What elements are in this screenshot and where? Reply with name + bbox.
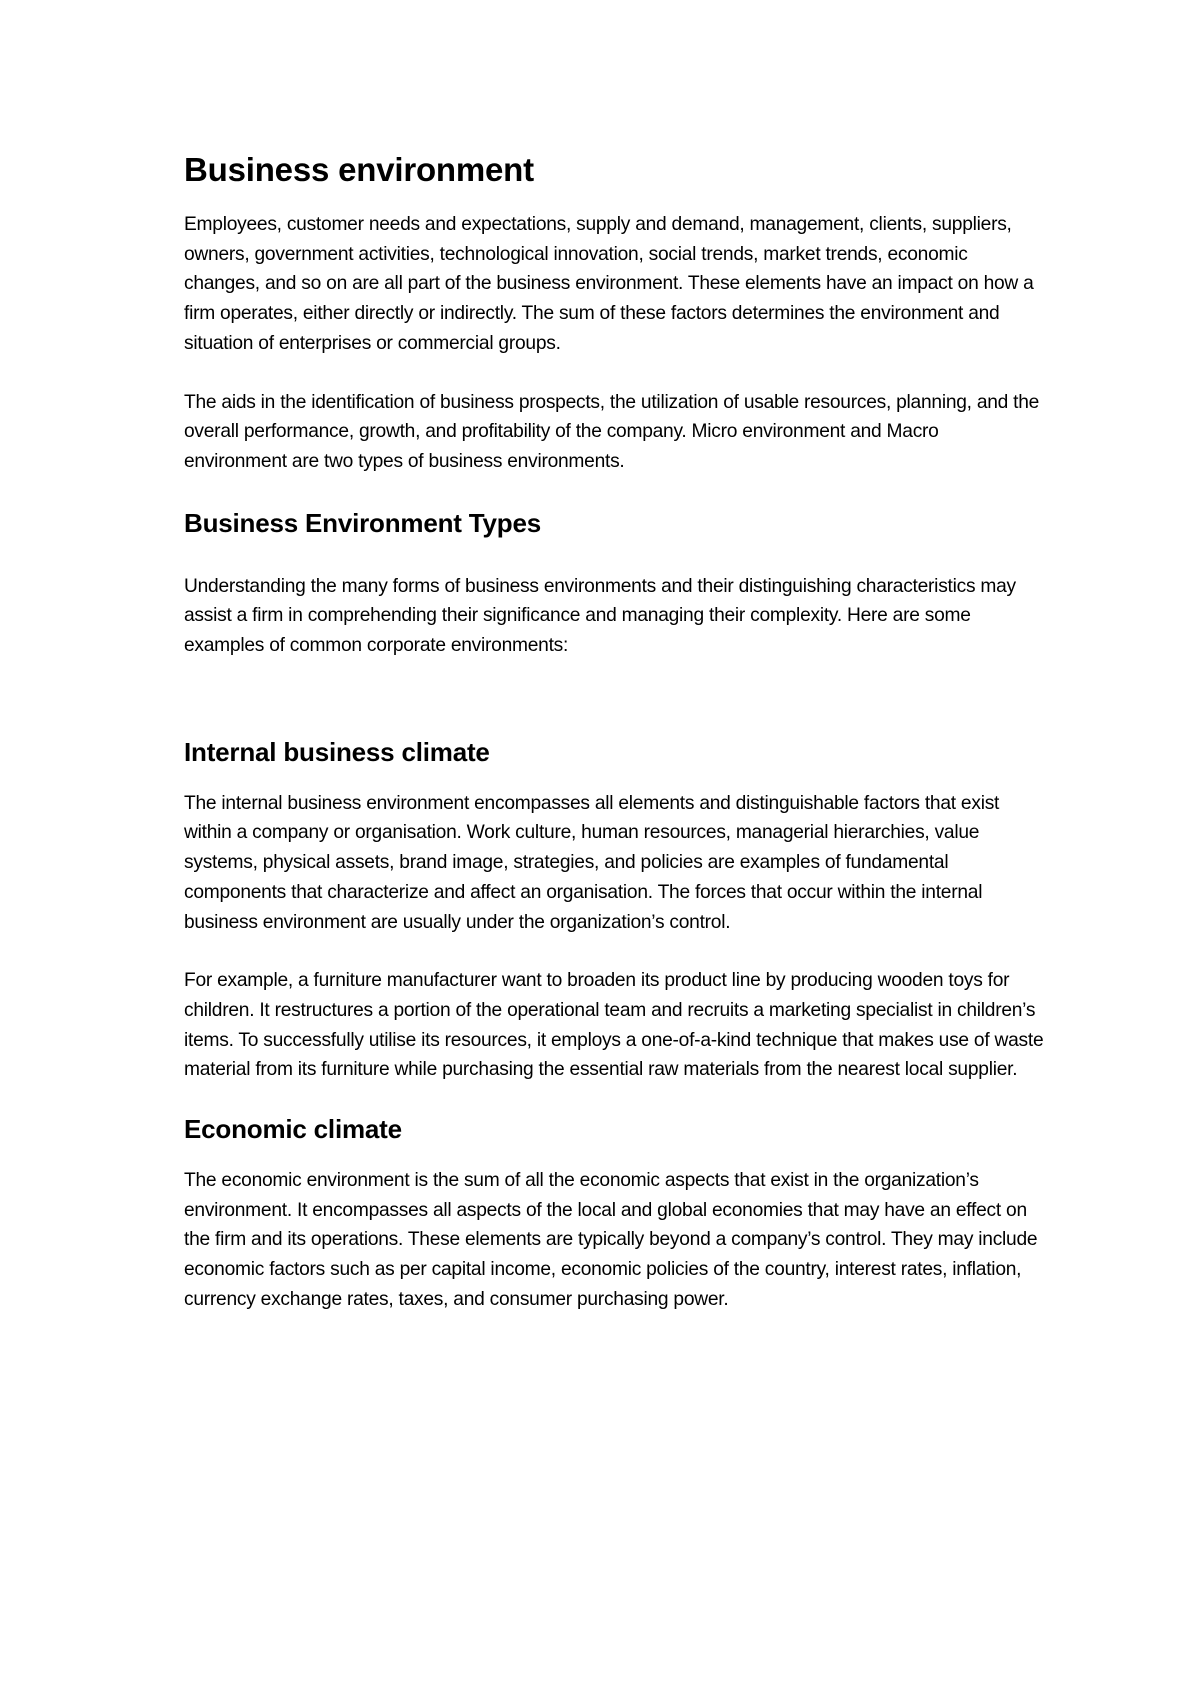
economic-paragraph-1: The economic environment is the sum of all the economic aspects that exist in the organization’s environment. It encompasses all aspects of the local and global economies that may have an effect on the firm and its operations. These elements are typically beyond a company’s control. They may include economic factors such as per capital income, economic policies of the country, interest rates, inflation, currency exchange rates, taxes, and consumer purchasing power.: [184, 1170, 1038, 1310]
section-heading-types: Business Environment Types: [184, 507, 541, 538]
intro-paragraph-2: The aids in the identification of business prospects, the utilization of usable resources, planning, and the overall performance, growth, and profitability of the company. Micro environment and Macro environment are two types of business environments.: [184, 391, 1040, 472]
internal-paragraph-1: The internal business environment encompasses all elements and distinguishable factors that exist within a company or organisation. Work culture, human resources, managerial hierarchies, value systems, physical assets, brand image, strategies, and policies are examples of fundamental components that characterize and affect an organisation. The forces that occur within the internal business environment are usually under the organization’s control.: [184, 792, 1000, 933]
internal-paragraph-2: For example, a furniture manufacturer want to broaden its product line by producing wooden toys for children. It restructures a portion of the operational team and recruits a marketing specialist in children’s items. To successfully utilise its resources, it employs a one-of-a-kind technique that makes use of waste material from its furniture while purchasing the essential raw materials from the nearest local supplier.: [184, 970, 1044, 1081]
types-paragraph-1: Understanding the many forms of business environments and their distinguishing characteristics may assist a firm in comprehending their significance and managing their complexity. Here are some examples of common corporate environments:: [184, 575, 1016, 657]
section-heading-economic: Economic climate: [184, 1114, 402, 1145]
document-title: Business environment: [184, 151, 534, 188]
intro-paragraph-1: Employees, customer needs and expectations, supply and demand, management, clients, suppliers, owners, government activities, technological innovation, social trends, market trends, economic changes, and so on are all part of the business environment. These elements have an impact on how a firm operates, either directly or indirectly. The sum of these factors determines the environment and situation of enterprises or commercial groups.: [184, 214, 1034, 354]
section-heading-internal: Internal business climate: [184, 736, 490, 767]
document-page: [184, 150, 1044, 1315]
